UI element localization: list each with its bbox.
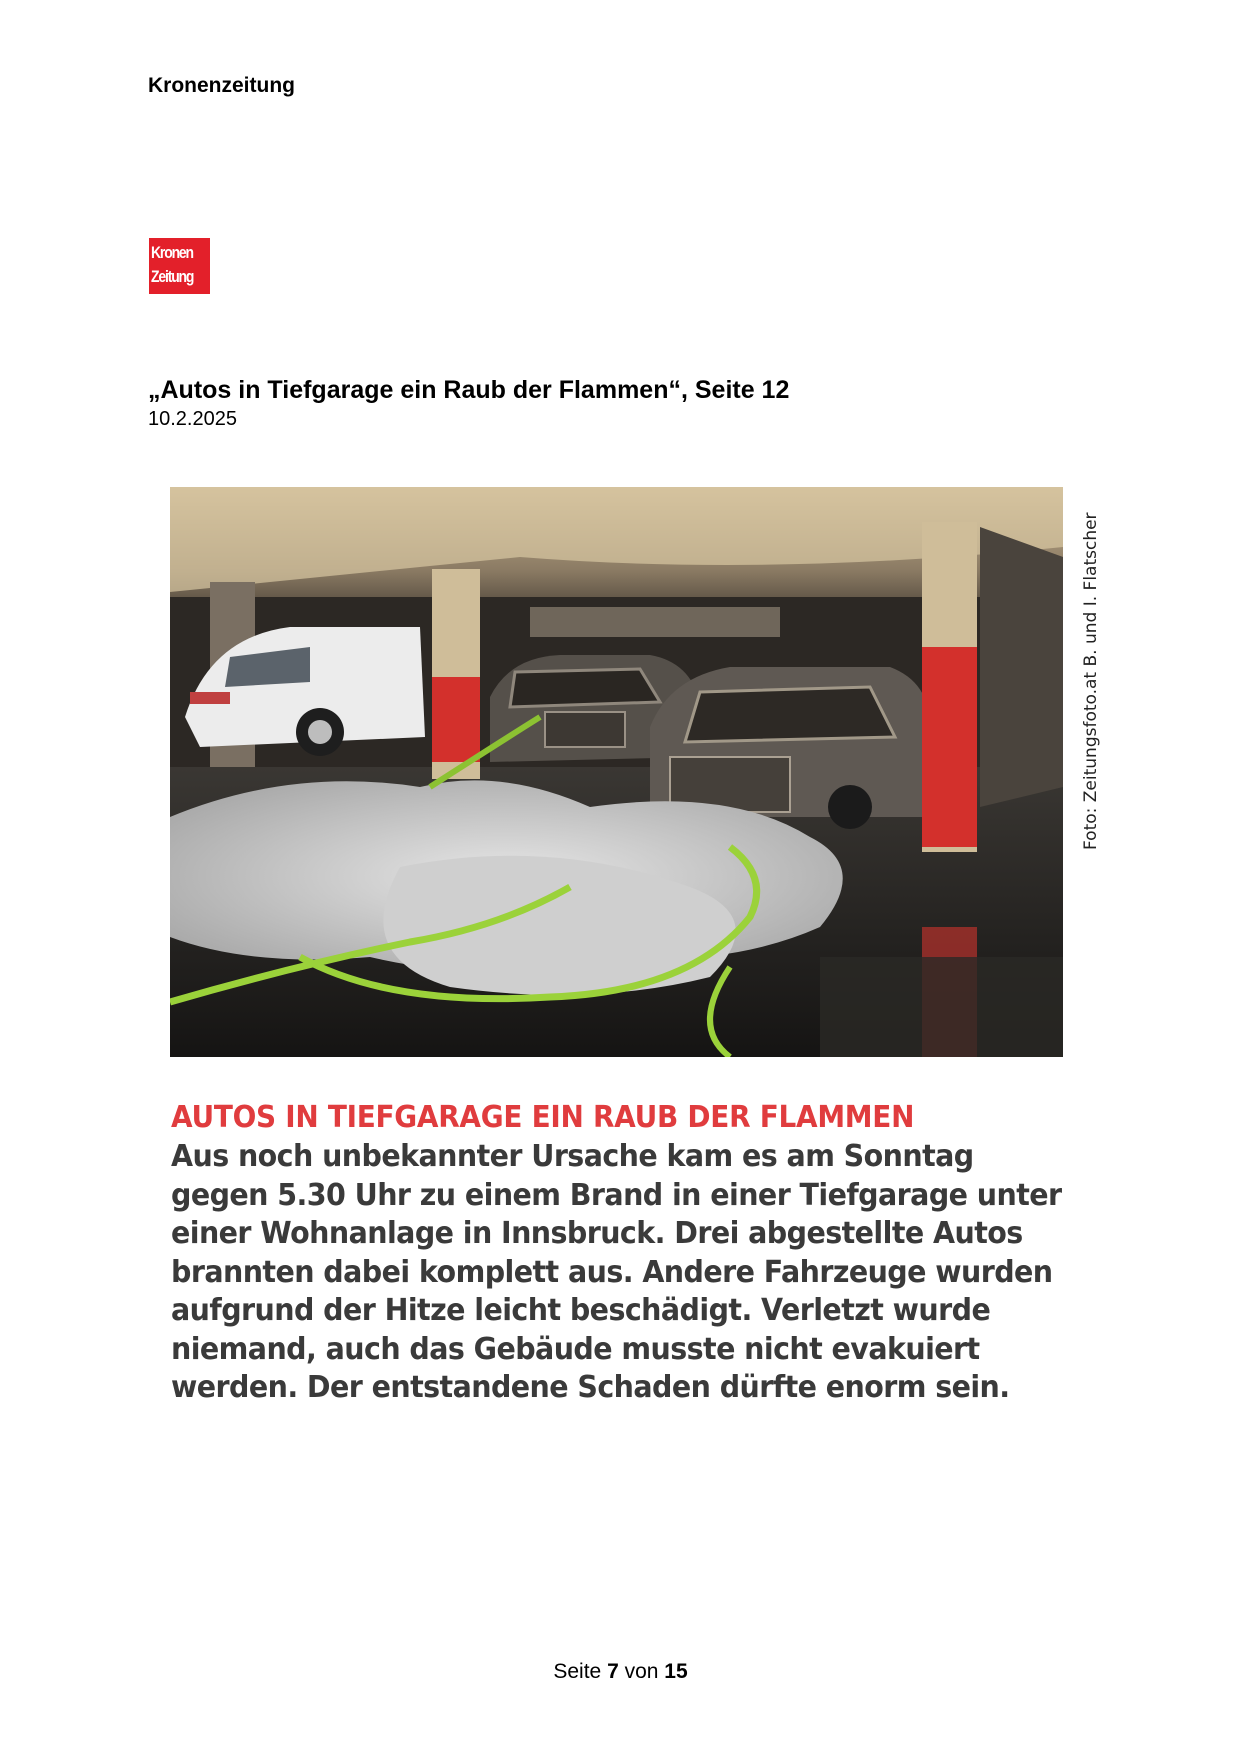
clipping-headline: „Autos in Tiefgarage ein Raub der Flammen“, Seite 12 — [148, 376, 790, 404]
logo-line-2: Zeitung — [151, 267, 194, 286]
article-block — [171, 1100, 1071, 1408]
garage-fire-photo — [170, 487, 1063, 1057]
article-title: AUTOS IN TIEFGARAGE EIN RAUB DER FLAMMEN — [171, 1100, 915, 1135]
article-line: gegen 5.30 Uhr zu einem Brand in einer Tiefgarage unter — [171, 1177, 1062, 1213]
article-line: Aus noch unbekannter Ursache kam es am Sonntag — [171, 1139, 974, 1174]
article-line: werden. Der entstandene Schaden dürfte enorm sein. — [171, 1370, 1010, 1405]
publication-name: Kronenzeitung — [148, 74, 295, 97]
kronen-zeitung-logo — [149, 238, 210, 294]
footer-prefix: Seite — [553, 1660, 602, 1683]
article-line: aufgrund der Hitze leicht beschädigt. Verletzt wurde — [171, 1293, 991, 1328]
article-line: niemand, auch das Gebäude musste nicht evakuiert — [171, 1331, 980, 1367]
footer-middle: von — [624, 1660, 659, 1683]
page-footer — [0, 1660, 1241, 1684]
footer-page-number: 7 — [607, 1660, 619, 1683]
logo-line-1: Kronen — [151, 243, 193, 262]
photo-illustration — [170, 487, 1063, 1057]
footer-page-total: 15 — [664, 1660, 688, 1683]
article-line: einer Wohnanlage in Innsbruck. Drei abgestellte Autos — [171, 1216, 1023, 1251]
article-body — [171, 1138, 1064, 1408]
photo-credit: Foto: Zeitungsfoto.at B. und I. Flatscher — [1081, 512, 1101, 850]
article-line: brannten dabei komplett aus. Andere Fahrzeuge wurden — [171, 1254, 1053, 1290]
clipping-date: 10.2.2025 — [148, 408, 237, 430]
